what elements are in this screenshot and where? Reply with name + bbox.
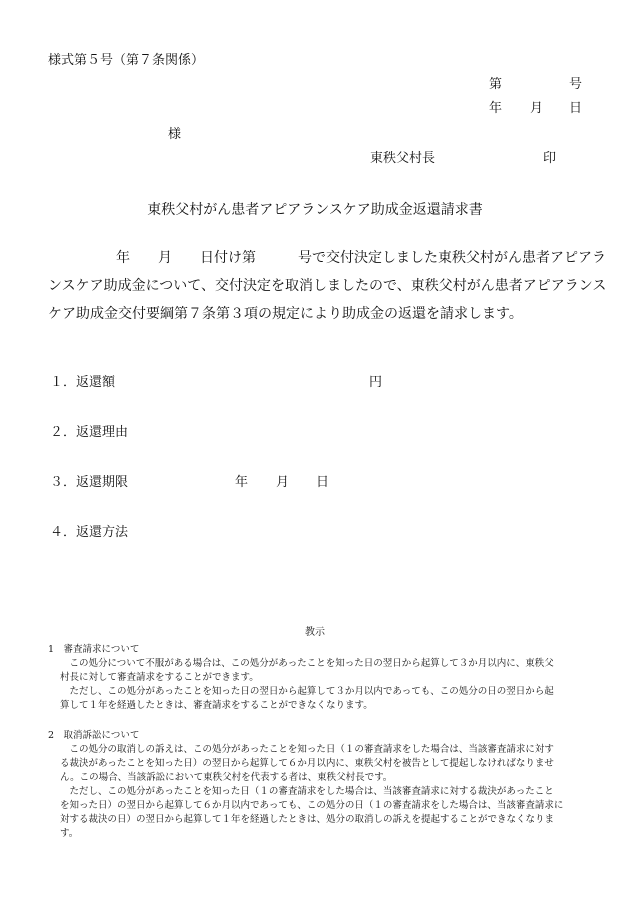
item-deadline-label: ３．返還期限 bbox=[50, 475, 129, 490]
form-number: 様式第５号（第７条関係） bbox=[48, 53, 205, 68]
issuer-title: 東秩父村長 bbox=[370, 151, 436, 166]
document-title: 東秩父村がん患者アピアランスケア助成金返還請求書 bbox=[147, 202, 483, 218]
body-paragraph bbox=[48, 244, 607, 328]
notice-line: この処分について不服がある場合は、この処分があったことを知った日の翌日から起算して３か月以内に、東秩父 bbox=[60, 658, 554, 669]
deadline-year: 年 bbox=[235, 475, 249, 490]
item-amount-label: １．返還額 bbox=[50, 375, 116, 390]
item-method-label: ４．返還方法 bbox=[50, 525, 129, 540]
addressee-suffix: 様 bbox=[168, 127, 182, 142]
notice-line: ただし、この処分があったことを知った日（１の審査請求をした場合は、当該審査請求に対する裁決があったこと bbox=[60, 786, 554, 797]
notice-line: る裁決があったことを知った日）の翌日から起算して６か月以内に、東秩父村を被告として提起しなければなりませ bbox=[60, 758, 554, 769]
body-line: ケア助成金交付要綱第７条第３項の規定により助成金の返還を請求します。 bbox=[48, 306, 523, 322]
seal-mark: 印 bbox=[543, 151, 557, 166]
body-line: ンスケア助成金について、交付決定を取消しましたので、東秩父村がん患者アピアランス bbox=[48, 278, 607, 294]
notice-section-lawsuit bbox=[48, 729, 588, 841]
notice-line: ん。この場合、当該訴訟において東秩父村を代表する者は、東秩父村長です。 bbox=[60, 772, 393, 783]
notice-line: す。 bbox=[60, 828, 79, 839]
notice-section-review bbox=[48, 643, 588, 713]
notice-heading: 2 取消訴訟について bbox=[48, 730, 140, 741]
ref-dai: 第 bbox=[489, 77, 503, 92]
notice-line: この処分の取消しの訴えは、この処分があったことを知った日（１の審査請求をした場合は、当該審査請求に対す bbox=[60, 744, 554, 755]
ref-day: 日 bbox=[569, 101, 583, 116]
ref-year: 年 bbox=[489, 101, 503, 116]
notice-line: 算して１年を経過したときは、審査請求をすることができなくなります。 bbox=[60, 700, 373, 711]
item-reason-label: ２．返還理由 bbox=[50, 425, 129, 440]
ref-go: 号 bbox=[569, 77, 583, 92]
notice-heading: 1 審査請求について bbox=[48, 644, 140, 655]
deadline-month: 月 bbox=[276, 475, 290, 490]
notice-line: 村長に対して審査請求をすることができます。 bbox=[60, 672, 259, 683]
item-amount-unit: 円 bbox=[369, 375, 383, 390]
ref-month: 月 bbox=[530, 101, 544, 116]
notice-line: を知った日）の翌日から起算して６か月以内であっても、この処分の日（１の審査請求をした場合は、当該審査請求に bbox=[60, 800, 564, 811]
notice-title: 教示 bbox=[305, 627, 325, 638]
notice-line: 対する裁決の日）の翌日から起算して１年を経過したときは、処分の取消しの訴えを提起することができなくなりま bbox=[60, 814, 555, 825]
body-line: 年 月 日付け第 号で交付決定しました東秩父村がん患者アピアラ bbox=[116, 250, 606, 266]
notice-line: ただし、この処分があったことを知った日の翌日から起算して３か月以内であっても、この処分の日の翌日から起 bbox=[60, 686, 554, 697]
deadline-day: 日 bbox=[316, 475, 330, 490]
